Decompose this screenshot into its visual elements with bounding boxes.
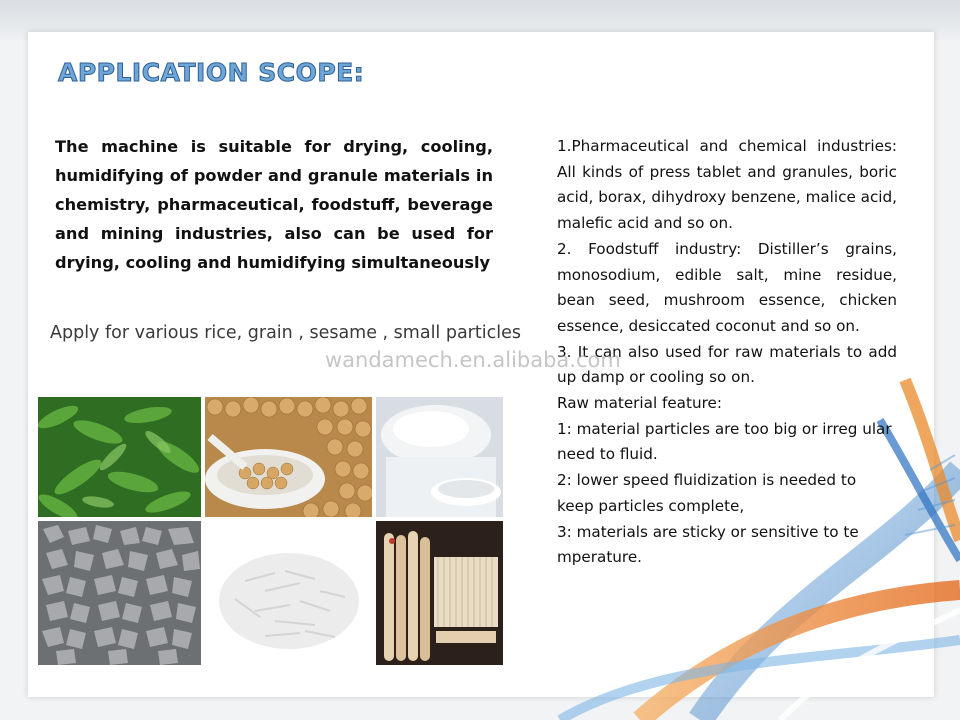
- list-item: 2: lower speed fluidization is needed to keep particles complete,: [557, 471, 857, 515]
- list-item: 3: materials are sticky or sensitive to te mperature.: [557, 522, 859, 567]
- gravel-stones-photo: [38, 521, 201, 665]
- white-crystals-photo: [205, 521, 372, 665]
- intro-paragraph: The machine is suitable for drying, cooling, humidifying of powder and granule materials in chemistry, pharmaceutical, foodstuff, beverage and mining industries, also can be used for drying, cooling and humidifying simultaneously: [55, 137, 493, 272]
- page-title: APPLICATION SCOPE:: [58, 58, 365, 87]
- green-tea-leaves-photo: [38, 397, 201, 517]
- list-item: 2. Foodstuff industry: Distiller’s grains, monosodium, edible salt, mine residue, bean seed, mushroom essence, chicken essence, desiccated coconut and so on.: [557, 239, 897, 335]
- list-item: 1.Pharmaceutical and chemical industries: All kinds of press tablet and granules, boric acid, borax, dihydroxy benzene, malice acid, malefic acid and so on.: [557, 137, 897, 233]
- list-item: 3. It can also used for raw materials to add up damp or cooling so on.: [557, 342, 897, 387]
- soybeans-photo: [205, 397, 372, 517]
- watermark-text: wandamech.en.alibaba.com: [325, 348, 621, 372]
- photo-caption: Apply for various rice, grain , sesame , small particles: [50, 323, 521, 343]
- list-item: 1: material particles are too big or irreg ular need to fluid.: [557, 419, 892, 464]
- white-powder-photo: [376, 397, 503, 517]
- photo-grid: [38, 397, 503, 665]
- wooden-sticks-photo: [376, 521, 503, 665]
- raw-material-heading: Raw material feature:: [557, 394, 722, 413]
